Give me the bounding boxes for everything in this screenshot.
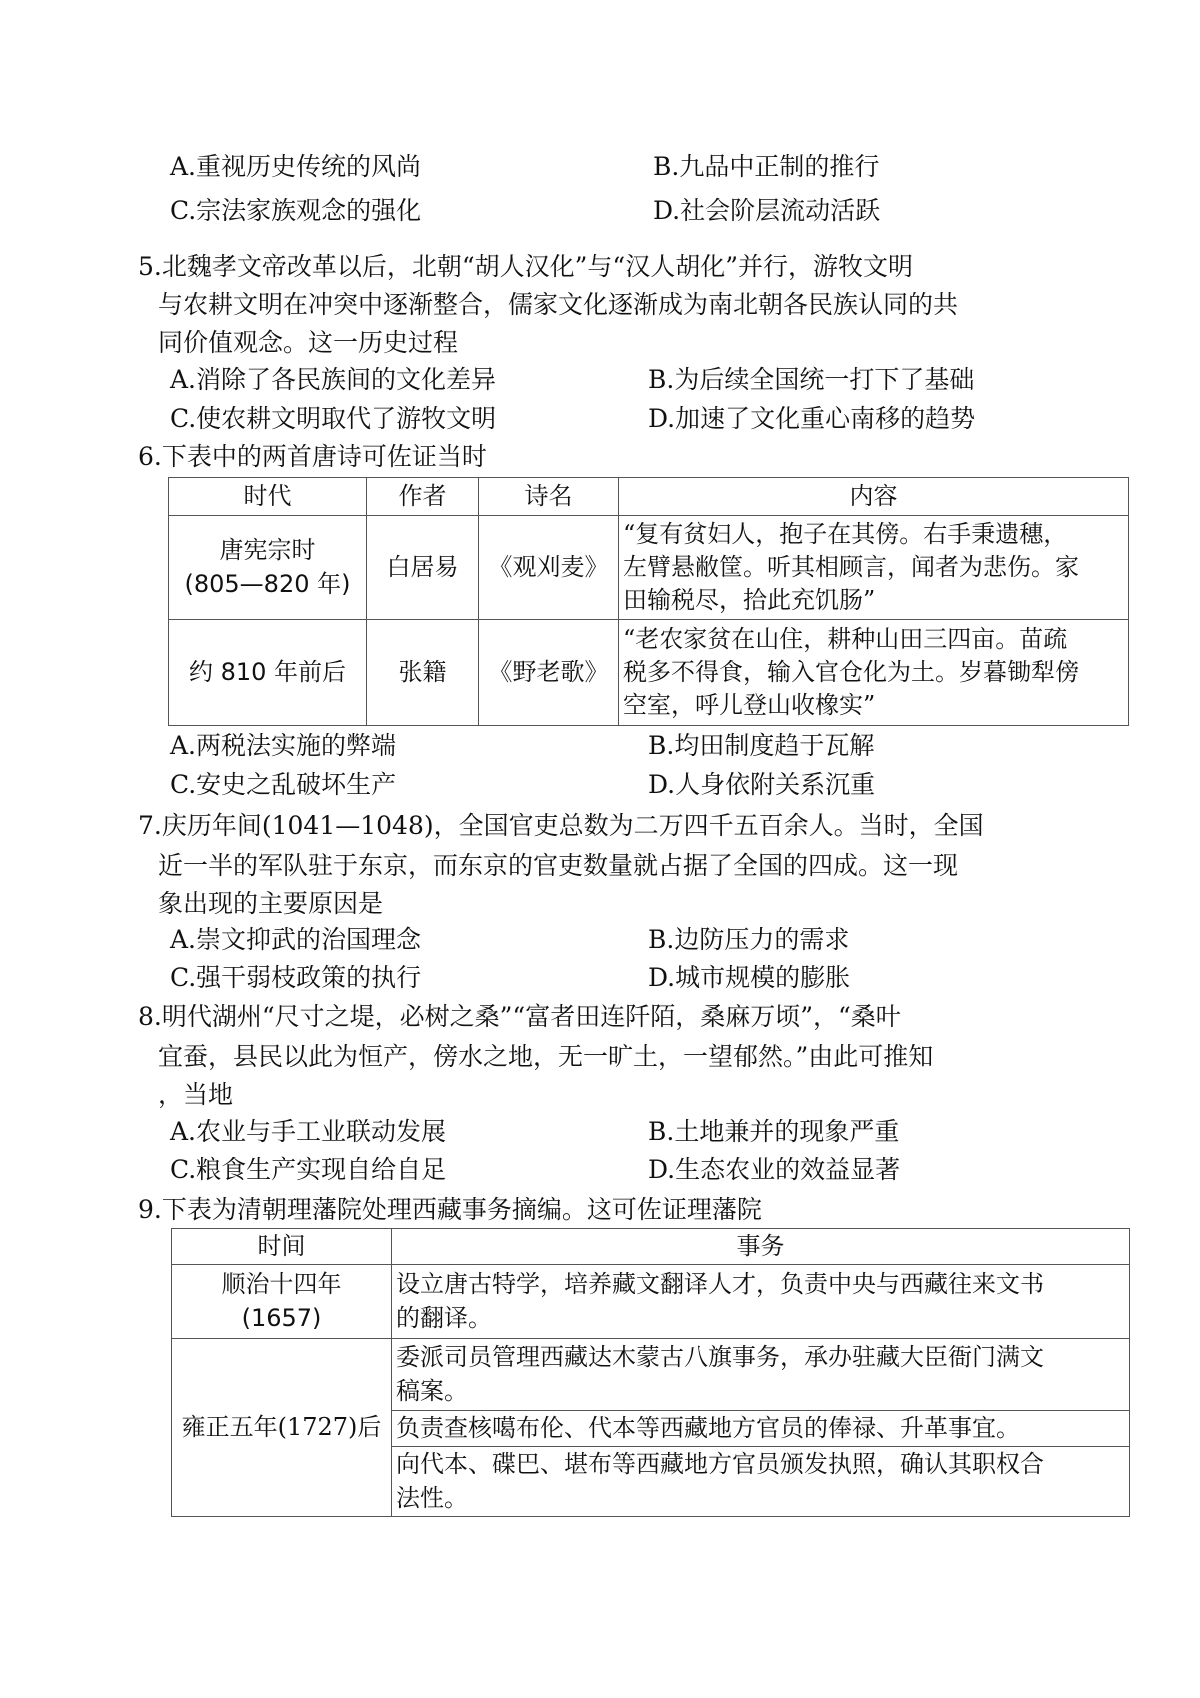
q9-row2-affair-1-line2: 稿案。 bbox=[396, 1376, 468, 1405]
q6-header-title: 诗名 bbox=[479, 478, 619, 516]
q7-stem-line-1: 7.庆历年间(1041—1048)，全国官吏总数为二万四千五百余人。当时，全国 bbox=[138, 811, 984, 840]
q6-header-content: 内容 bbox=[619, 478, 1129, 516]
q8-option-a: A.农业与手工业联动发展 bbox=[170, 1117, 447, 1146]
q9-affairs-table bbox=[171, 1228, 1130, 1517]
q5-option-c: C.使农耕文明取代了游牧文明 bbox=[170, 404, 497, 433]
q7-stem-line-3: 象出现的主要原因是 bbox=[158, 889, 384, 918]
q6-option-a: A.两税法实施的弊端 bbox=[170, 731, 397, 760]
q6-row1-content-line3: 田输税尽，拾此充饥肠” bbox=[623, 586, 876, 615]
q6-row2-content-line3: 空室，呼儿登山收橡实” bbox=[623, 691, 876, 720]
q5-stem-line-3: 同价值观念。这一历史过程 bbox=[158, 328, 459, 357]
q9-table-header-row bbox=[172, 1229, 1130, 1265]
q9-table-row bbox=[172, 1265, 1130, 1339]
q6-row1-content bbox=[619, 516, 1129, 620]
q9-row2-affair-3-line2: 法性。 bbox=[396, 1483, 468, 1512]
q6-row2-era: 约 810 年前后 bbox=[169, 620, 367, 726]
q9-row1-affair bbox=[392, 1265, 1130, 1339]
q5-option-d: D.加速了文化重心南移的趋势 bbox=[648, 404, 976, 433]
q5-option-b: B.为后续全国统一打下了基础 bbox=[648, 365, 975, 394]
q6-row2-author: 张籍 bbox=[367, 620, 479, 726]
q8-option-d: D.生态农业的效益显著 bbox=[648, 1155, 901, 1184]
q6-row1-era-line1: 唐宪宗时 bbox=[219, 536, 316, 565]
q4-option-a: A.重视历史传统的风尚 bbox=[170, 152, 422, 181]
q4-option-c: C.宗法家族观念的强化 bbox=[170, 196, 422, 225]
q9-row1-time-line2: (1657) bbox=[241, 1303, 322, 1332]
q6-poem-table bbox=[168, 477, 1129, 726]
q9-row2-affair-3-line1: 向代本、碟巴、堪布等西藏地方官员颁发执照，确认其职权合 bbox=[396, 1450, 1044, 1479]
q9-row1-affair-line2: 的翻译。 bbox=[396, 1303, 492, 1332]
q6-table-row bbox=[169, 516, 1129, 620]
q6-row1-title: 《观刈麦》 bbox=[479, 516, 619, 620]
q9-row2-affair-1-line1: 委派司员管理西藏达木蒙古八旗事务，承办驻藏大臣衙门满文 bbox=[396, 1343, 1044, 1372]
q9-table-row bbox=[172, 1339, 1130, 1411]
q4-option-d: D.社会阶层流动活跃 bbox=[653, 196, 881, 225]
q5-stem-line-1: 5.北魏孝文帝改革以后，北朝“胡人汉化”与“汉人胡化”并行，游牧文明 bbox=[138, 252, 913, 281]
q7-option-b: B.边防压力的需求 bbox=[648, 925, 850, 954]
q4-option-b: B.九品中正制的推行 bbox=[653, 152, 880, 181]
q8-option-b: B.土地兼并的现象严重 bbox=[648, 1117, 900, 1146]
q5-option-a: A.消除了各民族间的文化差异 bbox=[170, 365, 497, 394]
q6-row1-era-line2: (805—820 年) bbox=[184, 569, 351, 598]
q9-header-affairs: 事务 bbox=[392, 1229, 1130, 1265]
q7-option-a: A.崇文抑武的治国理念 bbox=[170, 925, 422, 954]
q6-row2-title: 《野老歌》 bbox=[479, 620, 619, 726]
q7-option-d: D.城市规模的膨胀 bbox=[648, 963, 851, 992]
q6-option-c: C.安史之乱破坏生产 bbox=[170, 770, 397, 799]
q6-header-author: 作者 bbox=[367, 478, 479, 516]
q9-row2-affair-1 bbox=[392, 1339, 1130, 1411]
q6-row1-author: 白居易 bbox=[367, 516, 479, 620]
q9-row2-affair-3 bbox=[392, 1447, 1130, 1517]
q6-option-b: B.均田制度趋于瓦解 bbox=[648, 731, 875, 760]
q7-option-c: C.强干弱枝政策的执行 bbox=[170, 963, 422, 992]
q6-row2-content-line2: 税多不得食，输入官仓化为土。岁暮锄犁傍 bbox=[623, 657, 1079, 686]
q9-row2-time: 雍正五年(1727)后 bbox=[172, 1339, 392, 1517]
q6-row1-content-line2: 左臂悬敝筐。听其相顾言，闻者为悲伤。家 bbox=[623, 552, 1079, 581]
q6-option-d: D.人身依附关系沉重 bbox=[648, 770, 876, 799]
q8-option-c: C.粮食生产实现自给自足 bbox=[170, 1155, 447, 1184]
q9-row1-time-line1: 顺治十四年 bbox=[221, 1270, 342, 1299]
q6-row2-content bbox=[619, 620, 1129, 726]
q8-stem-line-3: ，当地 bbox=[158, 1080, 234, 1109]
q7-stem-line-2: 近一半的军队驻于东京，而东京的官吏数量就占据了全国的四成。这一现 bbox=[158, 851, 959, 880]
q9-row1-affair-line1: 设立唐古特学，培养藏文翻译人才，负责中央与西藏往来文书 bbox=[396, 1270, 1044, 1299]
q9-stem: 9.下表为清朝理藩院处理西藏事务摘编。这可佐证理藩院 bbox=[138, 1195, 762, 1224]
q6-table-row bbox=[169, 620, 1129, 726]
q8-stem-line-2: 宜蚕，县民以此为恒产，傍水之地，无一旷土，一望郁然。”由此可推知 bbox=[158, 1042, 934, 1071]
q6-stem: 6.下表中的两首唐诗可佐证当时 bbox=[138, 442, 487, 471]
q9-row1-time bbox=[172, 1265, 392, 1339]
q6-header-era: 时代 bbox=[169, 478, 367, 516]
q8-stem-line-1: 8.明代湖州“尺寸之堤，必树之桑”“富者田连阡陌，桑麻万顷”，“桑叶 bbox=[138, 1002, 901, 1031]
q6-row2-content-line1: “老农家贫在山住，耕种山田三四亩。苗疏 bbox=[623, 624, 1068, 653]
q9-row2-affair-2: 负责查核噶布伦、代本等西藏地方官员的俸禄、升革事宜。 bbox=[392, 1411, 1130, 1447]
q6-table-header-row bbox=[169, 478, 1129, 516]
q9-header-time: 时间 bbox=[172, 1229, 392, 1265]
q5-stem-line-2: 与农耕文明在冲突中逐渐整合，儒家文化逐渐成为南北朝各民族认同的共 bbox=[158, 290, 959, 319]
q6-row1-content-line1: “复有贫妇人，抱子在其傍。右手秉遗穗， bbox=[623, 519, 1068, 548]
q6-row1-era bbox=[169, 516, 367, 620]
